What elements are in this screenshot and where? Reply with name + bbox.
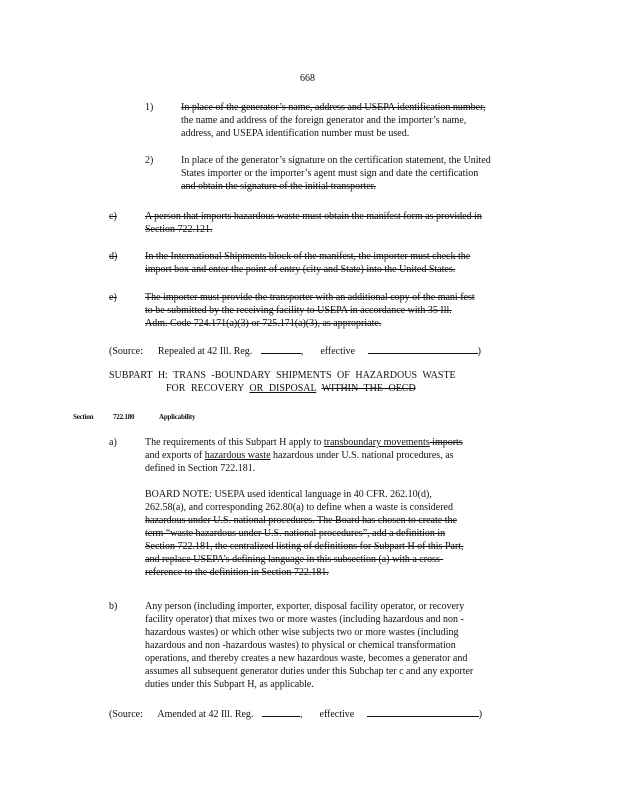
item-b-line: Any person (including importer, exporter, disposal facility operator, or recovery — [145, 601, 465, 612]
subpart-line-2-underlined: OR DISPOSAL — [249, 383, 317, 394]
source-effective: effective — [320, 346, 356, 357]
effective-blank — [368, 344, 478, 354]
source-note-amended: (Source: Amended at 42 Ill. Reg. , effective ) — [109, 709, 483, 720]
subpart-line-2 — [109, 382, 469, 395]
board-note-line-struck: hazardous under U.S. national procedures. The Board has chosen to create the — [145, 515, 457, 526]
item-2-text — [181, 154, 541, 193]
item-d-line: In the International Shipments block of the manifest, the importer must check the — [145, 251, 471, 262]
source-text: Repealed at 42 Ill. Reg. — [157, 346, 253, 357]
effective-blank — [367, 707, 479, 717]
item-1-line: address, and USEPA identification number must be used. — [181, 128, 410, 139]
board-note — [145, 488, 540, 579]
subpart-heading — [109, 369, 469, 395]
item-a-text — [145, 436, 525, 475]
board-note-line-struck: reference to the definition in Section 722.181. — [145, 567, 329, 578]
item-d-marker: d) — [109, 251, 118, 262]
board-note-line-struck: term “waste hazardous under U.S. national procedures”, add a definition in — [145, 528, 446, 539]
item-b-line: hazardous and non -hazardous wastes) to physical or chemical transformation — [145, 640, 456, 651]
item-a-marker: a) — [109, 437, 117, 448]
item-a-line: The requirements of this Subpart H apply to transboundary movements imports — [145, 437, 463, 448]
source-text: Amended at 42 Ill. Reg. — [157, 709, 254, 720]
source-effective: effective — [319, 709, 355, 720]
item-1-text — [181, 101, 541, 140]
reg-blank — [261, 344, 301, 354]
subpart-line-2-plain: FOR RECOVERY — [166, 383, 244, 394]
source-open: (Source: — [109, 346, 143, 357]
section-label: Section — [73, 413, 94, 421]
item-a-line: defined in Section 722.181. — [145, 463, 256, 474]
section-title: Applicability — [159, 413, 196, 421]
item-2-marker: 2) — [145, 155, 154, 166]
item-e-line: Adm. Code 724.171(a)(3) or 725.171(a)(3), as appropriate. — [145, 318, 382, 329]
item-2-line: and obtain the signature of the initial transporter. — [181, 181, 376, 192]
item-1-line: the name and address of the foreign generator and the importer’s name, — [181, 115, 467, 126]
item-b-line: hazardous wastes) or which other wise subjects two or more wastes (including — [145, 627, 459, 638]
section-number: 722.180 — [113, 413, 135, 421]
item-e-line: to be submitted by the receiving facility to USEPA in accordance with 35 Ill. — [145, 305, 452, 316]
item-2-line: In place of the generator’s signature on the certification statement, the United — [181, 155, 491, 166]
item-b-text — [145, 600, 540, 691]
source-open: (Source: — [109, 709, 143, 720]
item-b-line: duties under this Subpart H, as applicable. — [145, 679, 314, 690]
item-e-text — [145, 291, 543, 330]
item-1-marker: 1) — [145, 102, 154, 113]
item-d-text — [145, 250, 543, 276]
reg-blank — [262, 707, 300, 717]
subpart-line-1: SUBPART H: TRANS -BOUNDARY SHIPMENTS OF HAZARDOUS WASTE — [109, 370, 456, 381]
item-b-marker: b) — [109, 601, 118, 612]
board-note-line-struck: Section 722.181, the centralized listing of definitions for Subpart H of this Part, — [145, 541, 464, 552]
item-a-line: and exports of hazardous waste hazardous under U.S. national procedures, as — [145, 450, 454, 461]
source-close: ) — [478, 709, 483, 720]
board-note-line: BOARD NOTE: USEPA used identical language in 40 CFR. 262.10(d), — [145, 489, 432, 500]
item-c-line: A person that imports hazardous waste must obtain the manifest form as provided in — [145, 211, 482, 222]
item-b-line: assumes all subsequent generator duties under this Subchap ter c and any exporter — [145, 666, 474, 677]
board-note-line: 262.58(a), and corresponding 262.80(a) to define when a waste is considered — [145, 502, 453, 513]
item-b-line: facility operator) that mixes two or more wastes (including hazardous and non - — [145, 614, 464, 625]
item-e-line: The importer must provide the transporter with an additional copy of the mani fest — [145, 292, 475, 303]
item-2-line: States importer or the importer’s agent must sign and date the certification — [181, 168, 479, 179]
source-close: ) — [477, 346, 481, 357]
board-note-line-struck: and replace USEPA’s defining language in this subsection (a) with a cross- — [145, 554, 444, 565]
source-note-repealed: (Source: Repealed at 42 Ill. Reg. , effective ) — [109, 346, 481, 357]
item-1-line: In place of the generator’s name, address and USEPA identification number, — [181, 102, 486, 113]
item-d-line: import box and enter the point of entry (city and State) into the United States. — [145, 264, 456, 275]
item-c-marker: c) — [109, 211, 117, 222]
item-b-line: operations, and thereby creates a new hazardous waste, becomes a generator and — [145, 653, 468, 664]
item-c-text — [145, 210, 543, 236]
page-number: 668 — [300, 73, 315, 84]
subpart-line-2-struck: WITHIN THE OECD — [321, 383, 416, 394]
item-c-line: Section 722.121. — [145, 224, 213, 235]
item-e-marker: e) — [109, 292, 117, 303]
